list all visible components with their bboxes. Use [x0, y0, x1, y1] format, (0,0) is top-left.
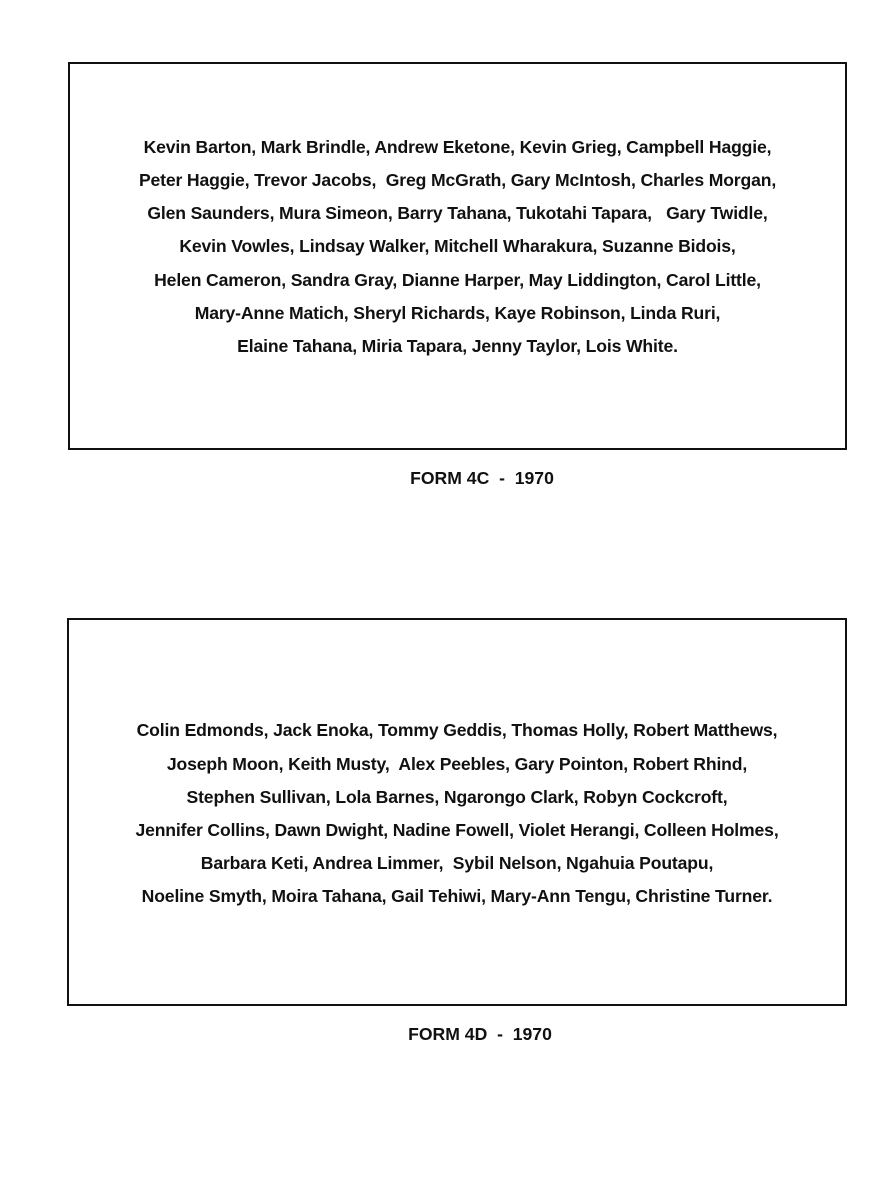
- form-4c-names-line: Elaine Tahana, Miria Tapara, Jenny Taylor, Lois White.: [237, 336, 678, 356]
- form-4d-names-line: Joseph Moon, Keith Musty, Alex Peebles, Gary Pointon, Robert Rhind,: [166, 753, 748, 774]
- form-4d-names-line: Jennifer Collins, Dawn Dwight, Nadine Fowell, Violet Herangi, Colleen Holmes,: [135, 820, 779, 840]
- form-4d-names-box: [67, 618, 847, 1006]
- form-4c-names-box: [68, 62, 847, 450]
- form-4c-names-line: Mary-Anne Matich, Sheryl Richards, Kaye Robinson, Linda Ruri,: [194, 302, 721, 323]
- form-4c-names-line: Kevin Barton, Mark Brindle, Andrew Eketone, Kevin Grieg, Campbell Haggie,: [143, 136, 772, 157]
- form-4c-names-line: Helen Cameron, Sandra Gray, Dianne Harper, May Liddington, Carol Little,: [154, 269, 761, 290]
- form-4d-names-line: Noeline Smyth, Moira Tahana, Gail Tehiwi, Mary-Ann Tengu, Christine Turner.: [141, 886, 773, 907]
- form-4c-names-line: Glen Saunders, Mura Simeon, Barry Tahana, Tukotahi Tapara, Gary Twidle,: [147, 203, 768, 224]
- form-4c-caption: FORM 4C - 1970: [410, 468, 554, 488]
- form-4c-names-line: Peter Haggie, Trevor Jacobs, Greg McGrath, Gary McIntosh, Charles Morgan,: [138, 169, 777, 190]
- form-4d-caption: FORM 4D - 1970: [408, 1024, 552, 1044]
- form-4d-names-line: Stephen Sullivan, Lola Barnes, Ngarongo Clark, Robyn Cockcroft,: [186, 786, 728, 807]
- form-4d-names-line: Colin Edmonds, Jack Enoka, Tommy Geddis, Thomas Holly, Robert Matthews,: [136, 720, 778, 741]
- form-4d-names-line: Barbara Keti, Andrea Limmer, Sybil Nelson, Ngahuia Poutapu,: [200, 853, 714, 874]
- form-4c-names-line: Kevin Vowles, Lindsay Walker, Mitchell Wharakura, Suzanne Bidois,: [179, 236, 736, 257]
